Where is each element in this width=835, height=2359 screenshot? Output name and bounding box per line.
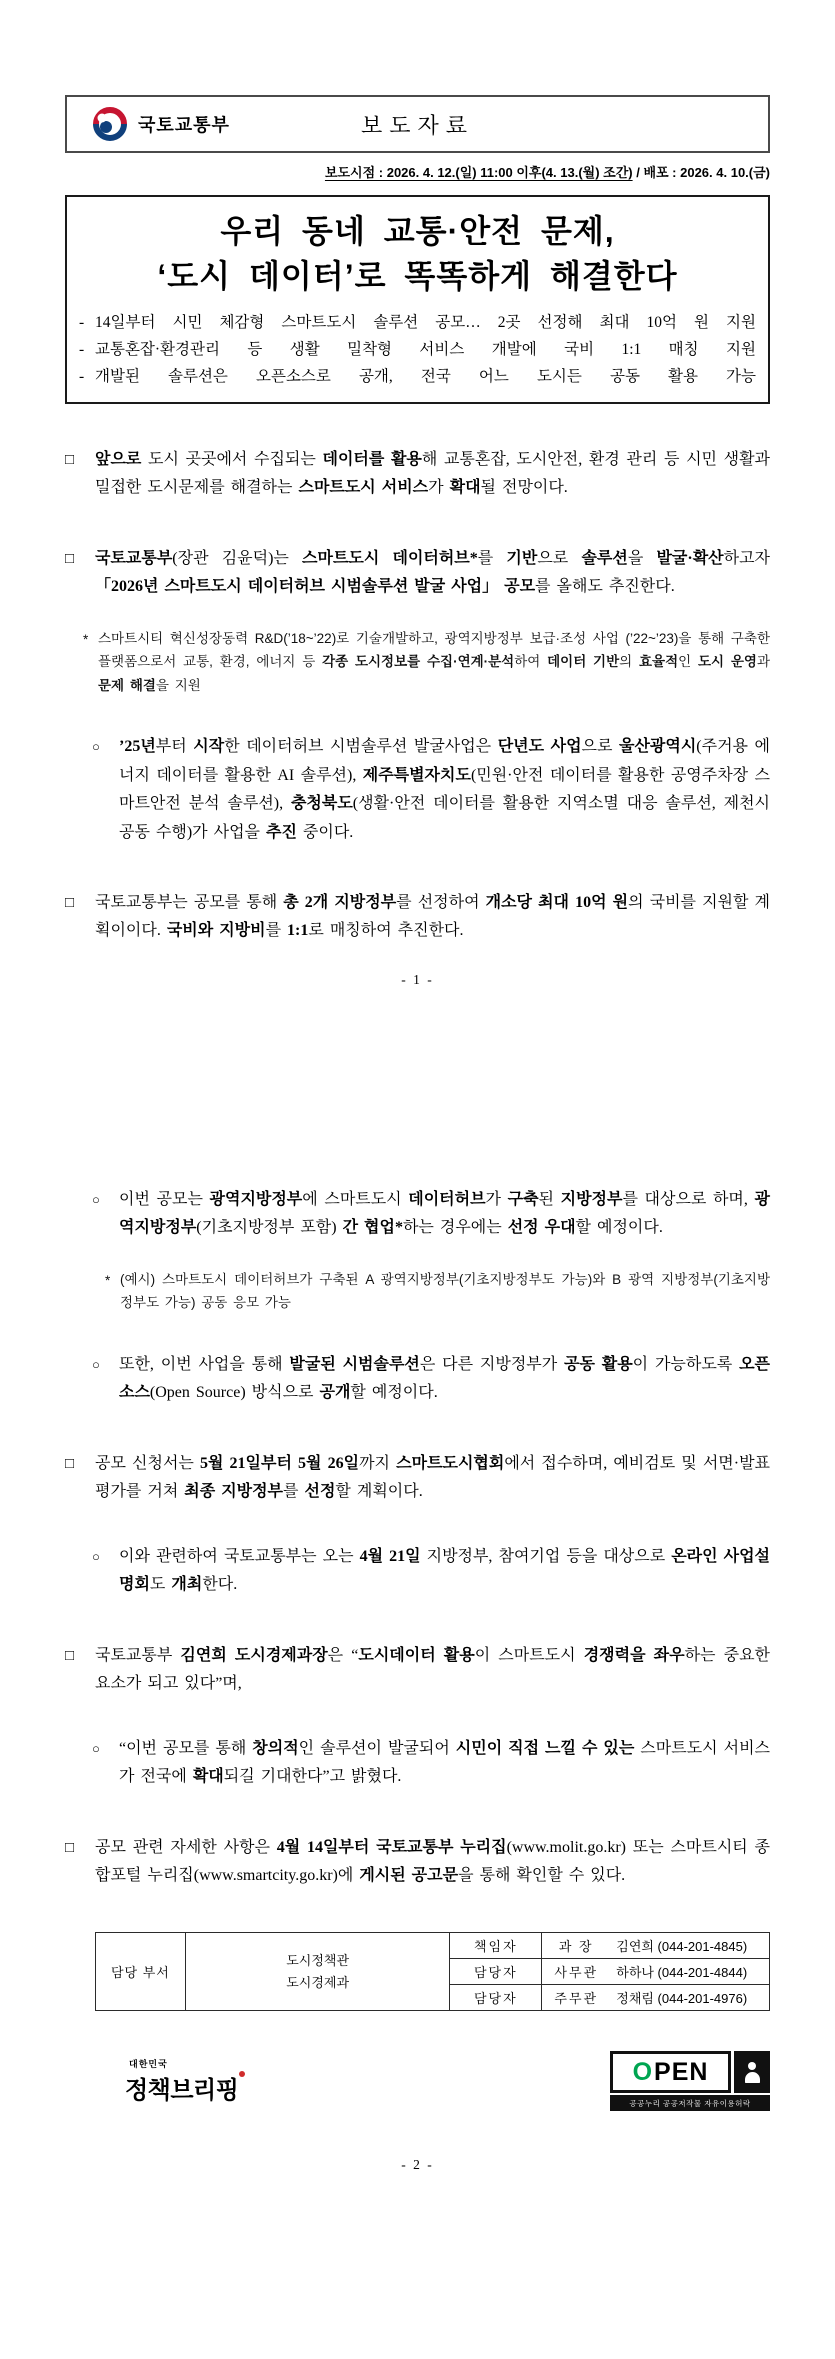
plain-text: 할 예정이다. [350,1384,438,1402]
plain-text: 을 [627,549,657,567]
bullet-dash: - [79,367,85,385]
paragraph-marker: ○ [92,1548,100,1564]
emphasis-text: 간 협업* [342,1219,403,1237]
emphasis-text: 국토교통부 [95,549,173,567]
bullet-text: 교통혼잡·환경관리 등 생활 밀착형 서비스 개발에 국비 1:1 매칭 지원 [95,340,756,358]
plain-text: 도시 곳곳에서 수집되는 [141,450,323,468]
plain-text: (Open Source) 방식으로 [149,1384,320,1402]
title-box [65,195,770,404]
plain-text: (생활·안전 데이터를 활용한 지역소멸 대응 솔루션, 제천시 공동 수행)가 사업을 [119,795,770,841]
plain-text: 하고자 [723,549,770,567]
plain-text: 인 [678,654,698,670]
plain-text: 이 가능하도록 [632,1355,740,1373]
plain-text: (민원·안전 데이터를 활용한 공영주차장 스마트안전 분석 솔루션), [119,766,770,813]
paragraph-text [95,446,770,503]
plain-text: 를 [265,922,288,940]
paragraph-marker: □ [65,451,75,468]
contact-name-phone: 김연희 (044-201-4845) [616,1939,748,1955]
person-head-icon [748,2062,756,2070]
plain-text: 이번 공모는 [119,1190,210,1208]
bullet-text: 14일부터 시민 체감형 스마트도시 솔루션 공모… 2곳 선정해 최대 10억 원 지원 [95,313,756,331]
body-paragraph [65,1642,770,1699]
paragraph-text [95,1642,770,1699]
plain-text: 도 [149,1576,172,1594]
emphasis-text: 앞으로 [95,450,142,468]
emphasis-text: 스마트도시협회 [396,1454,505,1472]
open-license-badge [610,2051,770,2111]
headline-bullet [79,364,756,391]
plain-text: 에서 접수하며, 예비검토 및 서면·발표평가를 거쳐 [95,1454,770,1501]
emphasis-text: 데이터허브 [408,1190,486,1208]
contact-role: 담당자 [450,1985,542,2011]
emphasis-text: 단년도 사업 [497,738,582,756]
emphasis-text: 개소당 최대 10억 원 [485,893,629,911]
contact-job-title: 과 장 [558,1939,594,1955]
embargo-line [65,162,770,181]
emphasis-text: 게시된 공고문 [359,1866,459,1884]
emphasis-text: 각종 도시정보를 수집·연계·분석 [322,654,515,670]
emphasis-text: 스마트도시 데이터허브* [302,549,478,567]
emphasis-text: 4월 14일부터 국토교통부 누리집 [276,1838,507,1856]
plain-text: 부터 [155,738,194,756]
plain-text: 이와 관련하여 국토교통부는 오는 [119,1547,360,1565]
briefing-red-dot-icon [239,2071,245,2077]
plain-text: 으로 [537,549,582,567]
plain-text: 를 [283,1483,305,1501]
emphasis-text: 창의적 [252,1739,299,1757]
contact-person [542,1959,770,1985]
emphasis-text: ’25년 [119,738,156,756]
paragraph-text [95,889,770,946]
emphasis-text: 확대 [449,479,481,497]
paragraph-marker: ○ [92,1356,100,1372]
paragraph-text [98,627,770,697]
emphasis-text: 오픈소스 [119,1355,770,1402]
contact-dept-line: 도시정책관 [286,1952,350,1968]
page1-body [65,446,770,946]
plain-text: 공모 신청서는 [95,1454,200,1472]
emphasis-text: 개최 [171,1576,203,1594]
plain-text: 할 계획이다. [335,1483,423,1501]
policy-briefing-small-text: 대한민국 [129,2059,168,2070]
emphasis-text: 김연희 도시경제과장 [180,1646,328,1664]
kogl-person-icon [734,2051,770,2093]
plain-text: 또한, 이번 사업을 통해 [119,1355,290,1373]
body-paragraph [65,545,770,602]
body-paragraph [65,1450,770,1507]
release-date: / 배포 : 2026. 4. 10.(금) [632,165,770,180]
person-body-icon [745,2072,760,2083]
body-paragraph [92,1735,770,1792]
plain-text: (www.molit.go.kr) 또는 스마트시티 종합포털 누리집(www.smartcity.go.kr)에 [95,1838,771,1884]
plain-text: (장관 김윤덕)는 [172,549,303,567]
body-paragraph [65,889,770,946]
emphasis-text: 발굴·확산 [656,549,724,567]
contact-job-title: 주무관 [554,1991,599,2007]
kogl-license-strip: 공공누리 공공저작물 자유이용허락 [610,2095,770,2111]
paragraph-marker: ○ [92,1740,100,1756]
emphasis-text: 시작 [193,738,225,756]
page-number-1: - 1 - [401,971,434,987]
body-paragraph [83,627,770,697]
emphasis-text: 최종 지방정부 [184,1483,284,1501]
body-paragraph [92,1186,770,1243]
emphasis-text: 광역지방정부 [119,1190,770,1237]
emphasis-text: 데이터를 활용 [322,450,422,468]
footer-row [65,2051,770,2111]
contact-role: 책임자 [450,1933,542,1959]
plain-text: 의 [619,654,639,670]
plain-text: 지방정부, 참여기업 등을 대상으로 [420,1547,672,1565]
page-break-gap [65,988,770,1186]
plain-text: 하여 [514,654,548,670]
paragraph-text [95,1834,770,1891]
emphasis-text: 지방정부 [560,1190,623,1208]
doc-type-label: 보도자료 [360,112,474,138]
contact-row [96,1933,770,1959]
open-badge-top [610,2051,770,2093]
headline [79,209,756,300]
headline-bullets [79,310,756,391]
paragraph-text [119,733,770,847]
plain-text: 을 지원 [155,677,201,693]
emphasis-text: 제주특별자치도 [362,766,471,784]
plain-text: 은 “ [327,1646,359,1664]
plain-text: (예시) 스마트도시 데이터허브가 구축된 A 광역지방정부(기초지방정부도 가능)와 B 광역 지방정부(기초지방정부도 가능) 공동 응모 가능 [120,1271,770,1311]
plain-text: 되길 기대한다”고 밝혔다. [223,1768,402,1786]
plain-text: 중이다. [296,823,354,841]
emphasis-text: 5월 21일부터 5월 26일 [199,1454,360,1472]
paragraph-marker: * [83,631,89,647]
policy-briefing-wordmark: 정책브리핑 [125,2077,239,2105]
plain-text: 에 스마트도시 [302,1190,409,1208]
emphasis-text: 공개 [319,1384,351,1402]
plain-text: 를 [477,549,507,567]
body-paragraph [92,733,770,847]
paragraph-marker: □ [65,1647,75,1664]
plain-text: 은 다른 지방정부가 [419,1355,565,1373]
emphasis-text: 국비와 지방비 [166,922,266,940]
body-paragraph [105,1268,770,1315]
contact-job-title: 사무관 [554,1965,599,1981]
policy-briefing-main-text [125,2070,238,2105]
bullet-dash: - [79,313,85,331]
contact-person [542,1933,770,1959]
contact-dept-label: 담당 부서 [96,1933,186,2011]
paragraph-marker: □ [65,1455,75,1472]
emphasis-text: 선정 [304,1483,336,1501]
paragraph-text [95,545,770,602]
plain-text: 된 [538,1190,561,1208]
page-number-2: - 2 - [401,2157,434,2173]
emphasis-text: 광역지방정부 [209,1190,303,1208]
plain-text: 국토교통부는 공모를 통해 [95,893,284,911]
paragraph-text [119,1186,770,1243]
emphasis-text: 공동 활용 [564,1355,633,1373]
paragraph-text [119,1351,770,1408]
open-o-glyph: O [632,2057,654,2086]
paragraph-marker: □ [65,1839,75,1856]
emphasis-text: 울산광역시 [619,738,697,756]
contact-name-phone: 정채림 (044-201-4976) [616,1991,748,2007]
emphasis-text: 발굴된 시범솔루션 [289,1355,420,1373]
paragraph-marker: □ [65,894,75,911]
emphasis-text: 데이터 기반 [547,654,620,670]
emphasis-text: 경쟁력을 좌우 [583,1646,685,1664]
emphasis-text: 기반 [506,549,538,567]
plain-text: 스마트시티 혁신성장동력 R&D(’18~’22)로 기술개발하고, 광역지방정부 보급·조성 사업 (’22~’23)을 통해 구축한 플랫폼으로서 교통, 환경, 에너지 등 [98,630,770,670]
plain-text: 를 선정하여 [396,893,486,911]
agency-name: 국토교통부 [138,115,230,135]
plain-text: 의 국비를 지원할 계획이이다. [95,893,770,940]
paragraph-marker: * [105,1272,111,1288]
emphasis-text: 충청북도 [290,795,353,813]
paragraph-marker: □ [65,550,75,567]
paragraph-text [95,1450,770,1507]
bullet-text: 개발된 솔루션은 오픈소스로 공개, 전국 어느 도시든 공동 활용 가능 [95,367,756,385]
plain-text: 을 통해 확인할 수 있다. [458,1866,626,1884]
emphasis-text: 문제 해결 [98,677,156,693]
body-paragraph [92,1543,770,1600]
contact-table [95,1932,770,2011]
plain-text: 하는 중요한 요소가 되고 있다”며, [95,1646,771,1693]
headline-line-2: ‘도시 데이터’로 똑똑하게 해결한다 [157,258,678,295]
open-wordmark [610,2051,731,2093]
plain-text: 를 대상으로 하며, [622,1190,755,1208]
emphasis-text: 추진 [265,823,297,841]
paragraph-text [119,1735,770,1792]
headline-line-1: 우리 동네 교통·안전 문제, [220,213,615,249]
contact-dept-line: 도시경제과 [286,1974,350,1990]
plain-text: 해 교통혼잡, 도시안전, 환경 관리 등 시민 생활과 밀접한 도시문제를 해결하는 [95,450,770,497]
emphasis-text: 구축 [507,1190,539,1208]
plain-text: “이번 공모를 통해 [119,1739,253,1757]
page2-body [65,1186,770,1891]
emphasis-text: 온라인 사업설명회 [119,1547,770,1594]
paragraph-marker: ○ [92,739,100,755]
emphasis-text: 선정 우대 [507,1219,576,1237]
paragraph-text [120,1268,770,1315]
plain-text: 으로 [581,738,620,756]
emphasis-text: 효율적 [639,654,679,670]
emphasis-text: 스마트도시 서비스 [298,479,429,497]
press-release-document [65,0,770,2173]
paragraph-marker: ○ [92,1191,100,1207]
emphasis-text: 「2026년 스마트도시 데이터허브 시범솔루션 발굴 사업」 공모 [95,578,536,596]
contact-dept-names [185,1933,450,2011]
plain-text: 가 [485,1190,508,1208]
plain-text: 한다. [202,1576,238,1594]
plain-text: 스마트도시 서비스가 전국에 [119,1739,770,1786]
plain-text: (주거용 에너지 데이터를 활용한 AI 솔루션), [119,738,771,784]
emphasis-text: 솔루션 [581,549,628,567]
plain-text: 이 스마트도시 [474,1646,584,1664]
emphasis-text: 확대 [192,1768,224,1786]
plain-text: 한 데이터허브 시범솔루션 발굴사업은 [224,738,498,756]
plain-text: 공모 관련 자세한 사항은 [95,1838,277,1856]
emphasis-text: 도시데이터 활용 [358,1646,475,1664]
plain-text: 국토교통부 [95,1646,181,1664]
body-paragraph [92,1351,770,1408]
header-box [65,95,770,153]
emphasis-text: 총 2개 지방정부 [283,893,397,911]
emphasis-text: 시민이 직접 느낄 수 있는 [455,1739,635,1757]
plain-text: (기초지방정부 포함) [196,1219,343,1237]
plain-text: 인 솔루션이 발굴되어 [298,1739,456,1757]
plain-text: 까지 [359,1454,397,1472]
body-paragraph [65,1834,770,1891]
open-pen-glyph: PEN [654,2057,709,2086]
contact-name-phone: 하하나 (044-201-4844) [616,1965,748,1981]
plain-text: 될 전망이다. [480,479,568,497]
body-paragraph [65,446,770,503]
emphasis-text: 4월 21일 [359,1547,421,1565]
plain-text: 가 [428,479,450,497]
plain-text: 과 [756,654,770,670]
paragraph-text [119,1543,770,1600]
policy-briefing-logo [125,2057,238,2105]
emphasis-text: 도시 운영 [697,654,757,670]
plain-text: 할 예정이다. [575,1219,663,1237]
emphasis-text: 1:1 [287,922,309,940]
headline-bullet [79,310,756,337]
plain-text: 를 올해도 추진한다. [535,578,675,596]
headline-bullet [79,337,756,364]
contact-role: 담당자 [450,1959,542,1985]
plain-text: 하는 경우에는 [402,1219,508,1237]
bullet-dash: - [79,340,85,358]
contact-person [542,1985,770,2011]
embargo-time: 보도시점 : 2026. 4. 12.(일) 11:00 이후(4. 13.(월) 조간) [324,165,633,180]
plain-text: 로 매칭하여 추진한다. [308,922,464,940]
